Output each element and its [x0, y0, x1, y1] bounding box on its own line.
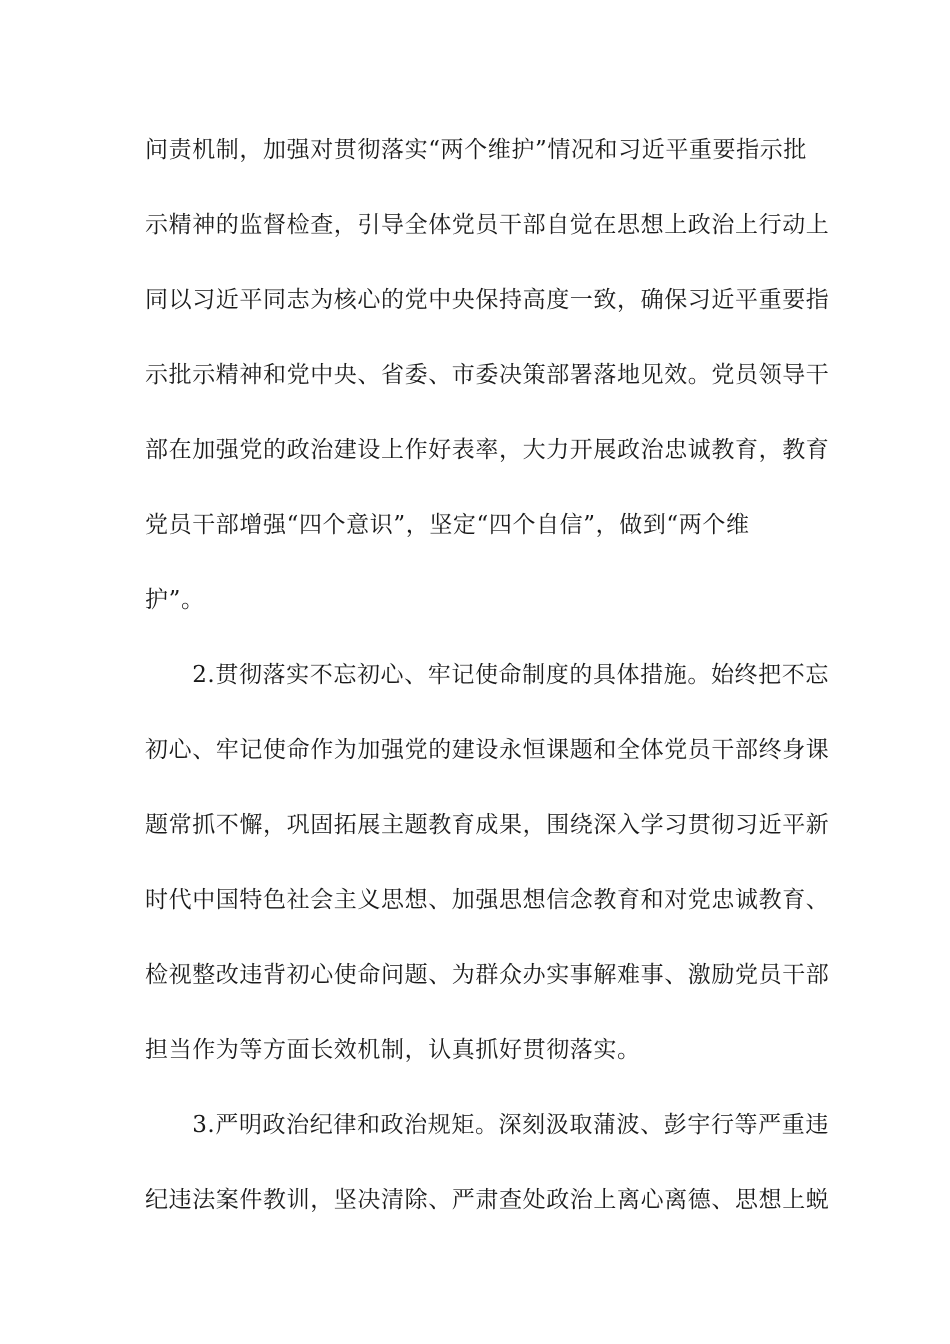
text-line-7: 护”。: [145, 587, 205, 613]
text-line-12: 检视整改违背初心使命问题、为群众办实事解难事、激励党员干部: [145, 962, 830, 988]
text-line-1: 问责机制，加强对贯彻落实“两个维护”情况和习近平重要指示批: [145, 137, 807, 163]
text-line-6: 党员干部增强“四个意识”，坚定“四个自信”，做到“两个维: [145, 512, 750, 538]
text-line-2: 示精神的监督检查，引导全体党员干部自觉在思想上政治上行动上: [145, 212, 830, 238]
text-line-14: 3.严明政治纪律和政治规矩。深刻汲取蒲波、彭宇行等严重违: [145, 1112, 829, 1138]
text-line-13: 担当作为等方面长效机制，认真抓好贯彻落实。: [145, 1037, 641, 1063]
text-line-3: 同以习近平同志为核心的党中央保持高度一致，确保习近平重要指: [145, 287, 830, 313]
text-line-11: 时代中国特色社会主义思想、加强思想信念教育和对党忠诚教育、: [145, 887, 830, 913]
text-line-9: 初心、牢记使命作为加强党的建设永恒课题和全体党员干部终身课: [145, 737, 830, 763]
text-line-5: 部在加强党的政治建设上作好表率，大力开展政治忠诚教育，教育: [145, 437, 830, 463]
text-line-8: 2.贯彻落实不忘初心、牢记使命制度的具体措施。始终把不忘: [145, 662, 829, 688]
text-line-15: 纪违法案件教训，坚决清除、严肃查处政治上离心离德、思想上蜕: [145, 1187, 830, 1213]
text-line-4: 示批示精神和党中央、省委、市委决策部署落地见效。党员领导干: [145, 362, 830, 388]
text-line-10: 题常抓不懈，巩固拓展主题教育成果，围绕深入学习贯彻习近平新: [145, 812, 830, 838]
